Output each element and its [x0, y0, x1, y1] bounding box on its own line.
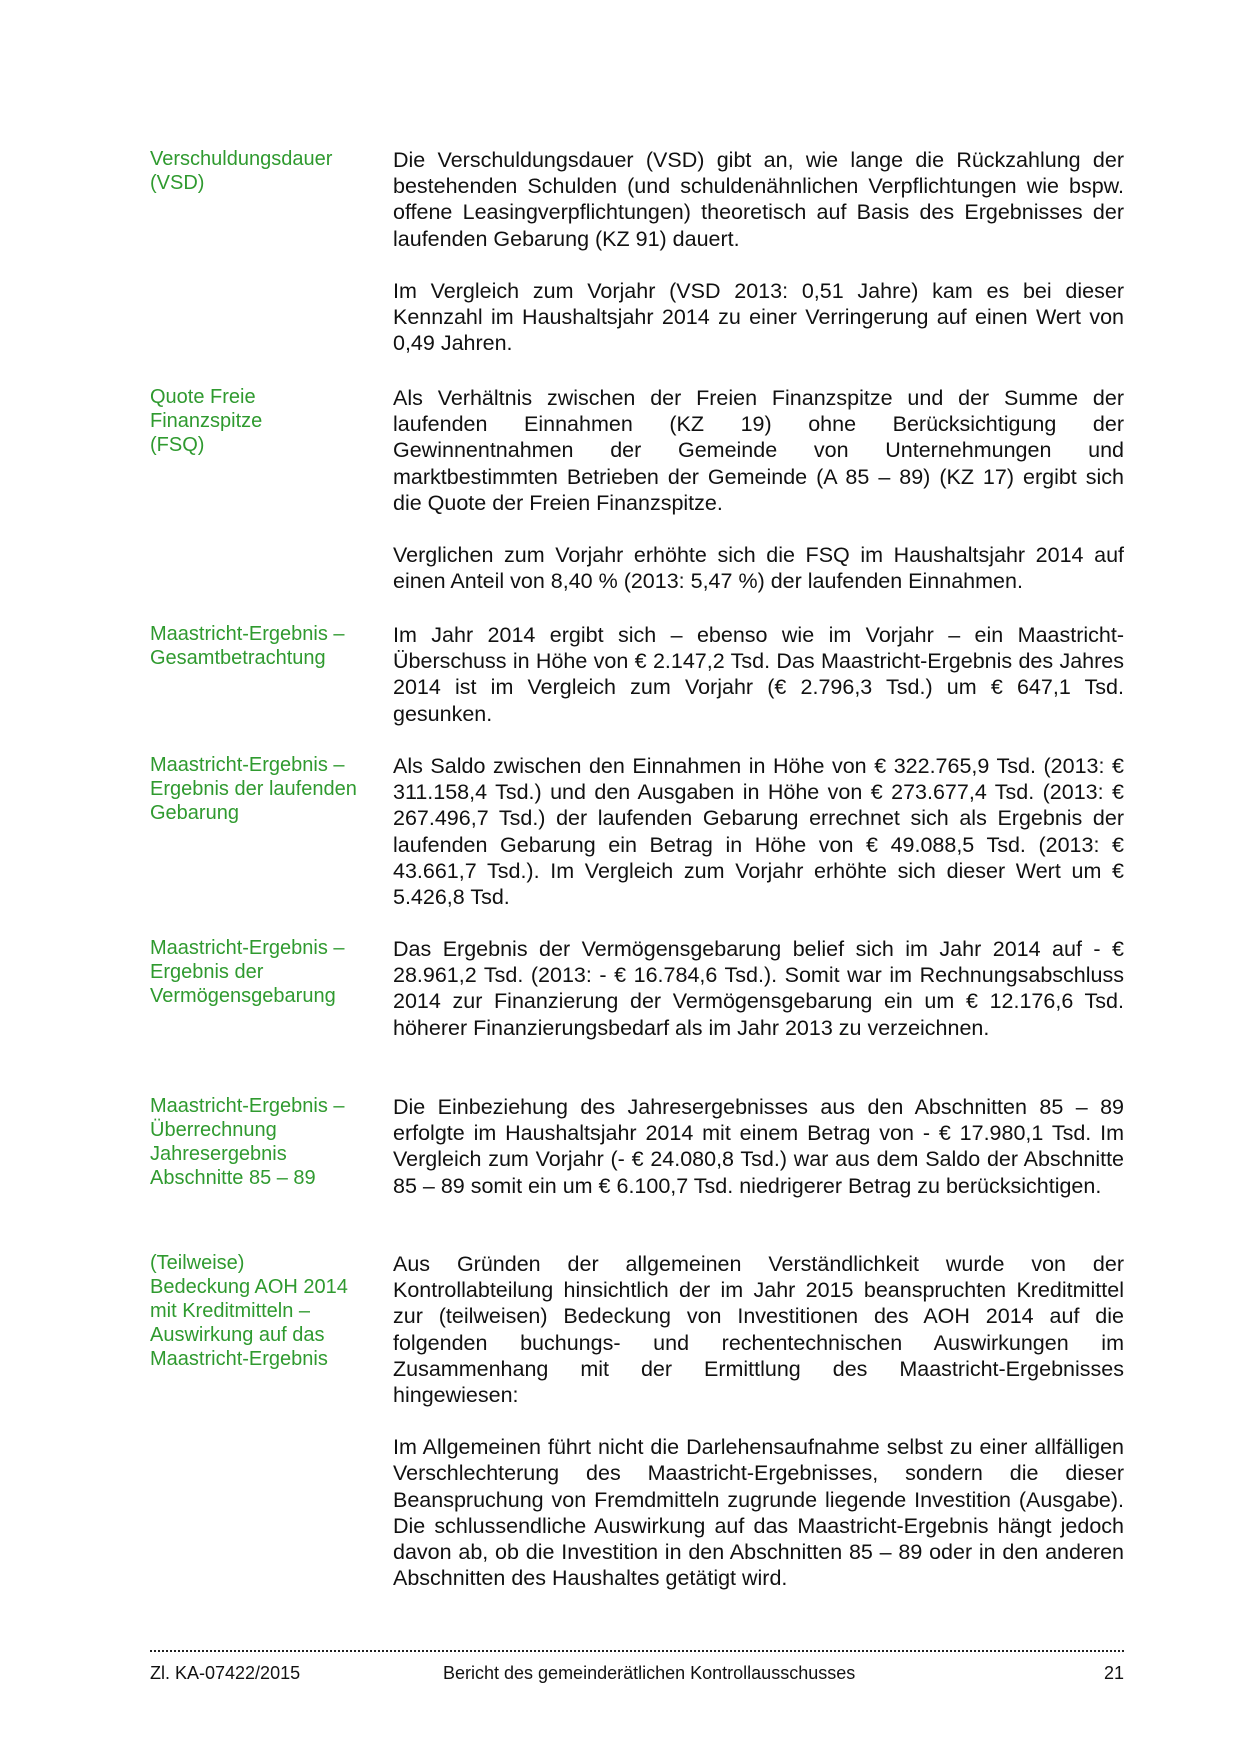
paragraph: Die Verschuldungsdauer (VSD) gibt an, wie lange die Rückzahlung der bestehenden Schulden (und schuldenähnlichen Verpflichtungen wie bspw. offene Leasingverpflichtungen) theoretisch auf Basis des Ergebnisses der laufenden Gebarung (KZ 91) dauert.	[393, 148, 1124, 251]
margin-label: Maastricht-Ergebnis – Ergebnis der Vermögensgebarung	[150, 937, 345, 1007]
margin-label: Maastricht-Ergebnis – Gesamtbetrachtung	[150, 623, 345, 669]
paragraph: Im Allgemeinen führt nicht die Darlehensaufnahme selbst zu einer allfälligen Verschlechterung des Maastricht-Ergebnisses, sondern die dieser Beanspruchung von Fremdmitteln zugrunde liegende Investition (Ausgabe). Die schlussendliche Auswirkung auf das Maastricht-Ergebnis hängt jedoch davon ab, ob die Investition in den Abschnitten 85 – 89 oder in den anderen Abschnitten des Haushaltes getätigt wird.	[393, 1435, 1124, 1591]
margin-label: Verschuldungsdauer (VSD)	[150, 148, 333, 194]
paragraph: Im Jahr 2014 ergibt sich – ebenso wie im Vorjahr – ein Maastricht-Überschuss in Höhe von € 2.147,2 Tsd. Das Maastricht-Ergebnis des Jahres 2014 ist im Vergleich zum Vorjahr (€ 2.796,3 Tsd.) um € 647,1 Tsd. gesunken.	[393, 623, 1124, 726]
paragraph: Als Verhältnis zwischen der Freien Finanzspitze und der Summe der laufenden Einnahmen (KZ 19) ohne Berücksichtigung der Gewinnentnahmen der Gemeinde von Unternehmungen und marktbestimmten Betrieben der Gemeinde (A 85 – 89) (KZ 17) ergibt sich die Quote der Freien Finanzspitze.	[393, 386, 1124, 515]
paragraph: Verglichen zum Vorjahr erhöhte sich die FSQ im Haushaltsjahr 2014 auf einen Anteil von 8,40 % (2013: 5,47 %) der laufenden Einnahmen.	[393, 543, 1124, 594]
section-text	[393, 1094, 1124, 1225]
section-text	[393, 753, 1124, 936]
section-text	[393, 622, 1124, 753]
section-text	[393, 385, 1124, 620]
section-text	[393, 147, 1124, 382]
margin-label: Maastricht-Ergebnis – Überrechnung Jahresergebnis Abschnitte 85 – 89	[150, 1095, 345, 1189]
footer-reference: Zl. KA-07422/2015	[150, 1663, 301, 1683]
footer-divider	[150, 1650, 1124, 1652]
section-text	[393, 1251, 1124, 1617]
margin-label: Quote Freie Finanzspitze (FSQ)	[150, 386, 263, 456]
paragraph: Im Vergleich zum Vorjahr (VSD 2013: 0,51 Jahre) kam es bei dieser Kennzahl im Haushaltsjahr 2014 zu einer Verringerung auf einen Wert von 0,49 Jahren.	[393, 278, 1124, 356]
margin-label: Maastricht-Ergebnis – Ergebnis der laufenden Gebarung	[150, 754, 357, 824]
paragraph: Die Einbeziehung des Jahresergebnisses aus den Abschnitten 85 – 89 erfolgte im Haushaltsjahr 2014 mit einem Betrag von - € 17.980,1 Tsd. Im Vergleich zum Vorjahr (- € 24.080,8 Tsd.) war aus dem Saldo der Abschnitte 85 – 89 somit ein um € 6.100,7 Tsd. niedrigerer Betrag zu berücksichtigen.	[393, 1095, 1124, 1198]
paragraph: Aus Gründen der allgemeinen Verständlichkeit wurde von der Kontrollabteilung hinsichtlich der im Jahr 2015 beanspruchten Kreditmittel zur (teilweisen) Bedeckung von Investitionen des AOH 2014 auf die folgenden buchungs- und rechentechnischen Auswirkungen im Zusammenhang mit der Ermittlung des Maastricht-Ergebnisses hingewiesen:	[393, 1252, 1124, 1408]
paragraph: Das Ergebnis der Vermögensgebarung belief sich im Jahr 2014 auf - € 28.961,2 Tsd. (2013: - € 16.784,6 Tsd.). Somit war im Rechnungsabschluss 2014 zur Finanzierung der Vermögensgebarung ein um € 12.176,6 Tsd. höherer Finanzierungsbedarf als im Jahr 2013 zu verzeichnen.	[393, 937, 1124, 1040]
footer-title: Bericht des gemeinderätlichen Kontrollausschusses	[443, 1663, 856, 1683]
page-number: 21	[1103, 1663, 1124, 1683]
paragraph: Als Saldo zwischen den Einnahmen in Höhe von € 322.765,9 Tsd. (2013: € 311.158,4 Tsd.) und den Ausgaben in Höhe von € 273.677,4 Tsd. (2013: € 267.496,7 Tsd.) der laufenden Gebarung errechnet sich als Ergebnis der laufenden Gebarung ein Betrag in Höhe von € 49.088,5 Tsd. (2013: € 43.661,7 Tsd.). Im Vergleich zum Vorjahr erhöhte sich dieser Wert um € 5.426,8 Tsd.	[393, 754, 1124, 910]
section-text	[393, 936, 1124, 1067]
margin-label: (Teilweise) Bedeckung AOH 2014 mit Kreditmitteln – Auswirkung auf das Maastricht-Ergebnis	[150, 1252, 348, 1370]
